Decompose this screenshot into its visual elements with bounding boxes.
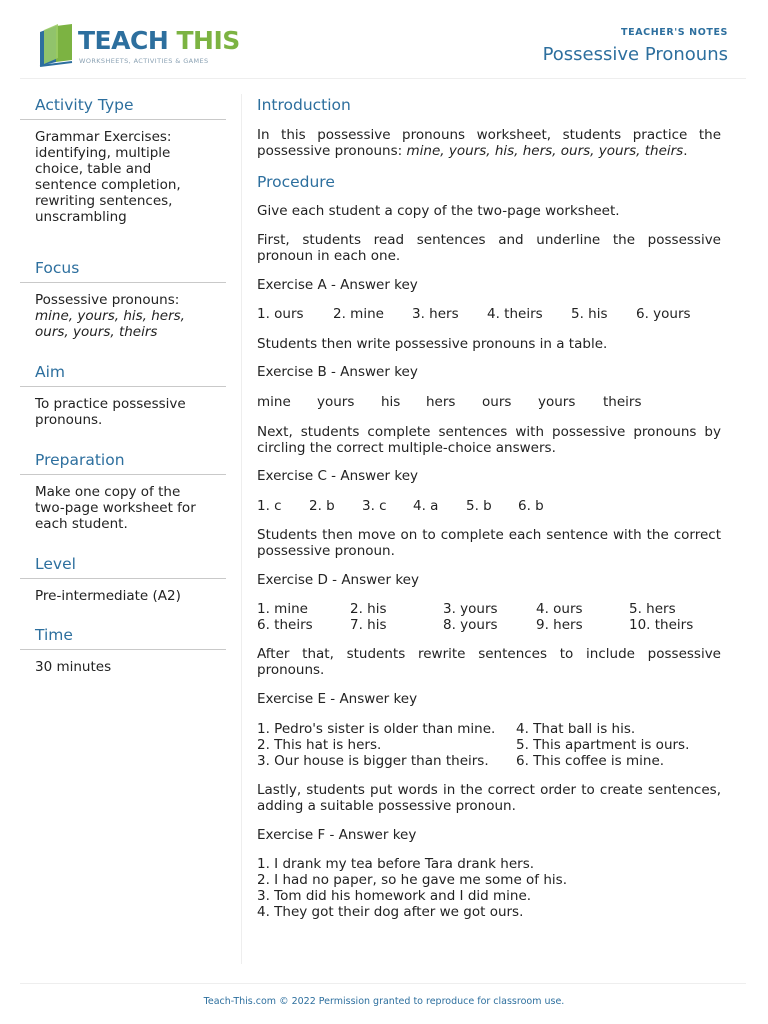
procedure-step-6: After that, students rewrite sentences to include possessive pronouns.: [257, 646, 721, 678]
exercise-c-label: Exercise C - Answer key: [257, 468, 418, 484]
exercise-d-answers-row-2: [257, 617, 721, 633]
level-heading: Level: [20, 553, 226, 579]
procedure-step-2: First, students read sentences and underline the possessive pronoun in each one.: [257, 232, 721, 264]
brand-name: [78, 26, 240, 55]
answer-item: 4. That ball is his.: [516, 721, 636, 737]
brand-name-this: THIS: [176, 26, 240, 55]
answer-item: yours: [538, 394, 576, 410]
answer-item: 2. I had no paper, so he gave me some of his.: [257, 872, 567, 888]
answer-item: 3. Our house is bigger than theirs.: [257, 753, 489, 769]
answer-item: 1. I drank my tea before Tara drank hers.: [257, 856, 535, 872]
exercise-a-label: Exercise A - Answer key: [257, 277, 418, 293]
sidebar: [20, 94, 226, 675]
answer-item: 4. ours: [536, 601, 583, 617]
exercise-d-answers-row-1: [257, 601, 721, 617]
answer-item: 6. theirs: [257, 617, 313, 633]
page-title: Possessive Pronouns: [542, 44, 728, 65]
answer-item: 1. c: [257, 498, 282, 514]
answer-item: mine: [257, 394, 291, 410]
procedure-step-3: Students then write possessive pronouns in a table.: [257, 336, 608, 352]
answer-row: [257, 737, 721, 753]
answer-item: 1. Pedro's sister is older than mine.: [257, 721, 496, 737]
page-header: [0, 0, 768, 80]
aim-section: [20, 361, 226, 449]
answer-item: 3. c: [362, 498, 387, 514]
answer-item: 10. theirs: [629, 617, 694, 633]
answer-item: 6. yours: [636, 306, 691, 322]
procedure-step-5: Students then move on to complete each sentence with the correct possessive pronoun.: [257, 527, 721, 559]
level-body: Pre-intermediate (A2): [35, 588, 181, 604]
brand-name-teach: TEACH: [78, 26, 169, 55]
introduction-text: [257, 127, 721, 159]
answer-item: hers: [426, 394, 456, 410]
exercise-b-answers: [257, 394, 721, 410]
activity-type-heading: Activity Type: [20, 94, 226, 120]
answer-item: theirs: [603, 394, 642, 410]
book-logo-icon: [36, 22, 76, 68]
exercise-f-label: Exercise F - Answer key: [257, 827, 417, 843]
introduction-heading: Introduction: [257, 96, 351, 114]
answer-item: 7. his: [350, 617, 387, 633]
answer-item: his: [381, 394, 401, 410]
teach-this-logo: [36, 22, 240, 70]
procedure-step-7: Lastly, students put words in the correct order to create sentences, adding a suitable possessive pronoun.: [257, 782, 721, 814]
brand-tagline: WORKSHEETS, ACTIVITIES & GAMES: [79, 57, 209, 65]
answer-item: yours: [317, 394, 355, 410]
answer-item: 3. yours: [443, 601, 498, 617]
procedure-step-4: Next, students complete sentences with possessive pronouns by circling the correct multiple-choice answers.: [257, 424, 721, 456]
focus-body: [20, 283, 226, 340]
activity-type-body: Grammar Exercises: identifying, multiple choice, table and sentence completion, rewriting sentences, unscrambling: [35, 129, 181, 225]
answer-item: 4. a: [413, 498, 439, 514]
intro-sentence: In this possessive pronouns worksheet, students practice the possessive pronouns:: [257, 127, 721, 159]
answer-item: 2. mine: [333, 306, 384, 322]
aim-body: To practice possessive pronouns.: [35, 396, 186, 428]
focus-pronouns: mine, yours, his, hers, ours, yours, theirs: [35, 308, 185, 340]
exercise-b-label: Exercise B - Answer key: [257, 364, 418, 380]
answer-item: ours: [482, 394, 512, 410]
teachers-notes-label: TEACHER'S NOTES: [621, 27, 728, 38]
answer-item: 5. his: [571, 306, 608, 322]
copyright-footer: Teach-This.com © 2022 Permission granted to reproduce for classroom use.: [203, 996, 565, 1007]
answer-item: 5. hers: [629, 601, 676, 617]
procedure-heading: Procedure: [257, 173, 335, 191]
footer-divider: [20, 983, 746, 984]
answer-item: 5. This apartment is ours.: [516, 737, 690, 753]
level-section: [20, 553, 226, 624]
time-heading: Time: [20, 624, 226, 650]
preparation-body: Make one copy of the two-page worksheet for each student.: [35, 484, 196, 532]
exercise-e-answers: [257, 721, 721, 769]
answer-item: 2. b: [309, 498, 335, 514]
exercise-a-answers: [257, 306, 721, 322]
exercise-c-answers: [257, 498, 721, 514]
answer-row: [257, 721, 721, 737]
focus-heading: Focus: [20, 257, 226, 283]
answer-item: 8. yours: [443, 617, 498, 633]
answer-item: 5. b: [466, 498, 492, 514]
preparation-heading: Preparation: [20, 449, 226, 475]
focus-section: [20, 257, 226, 361]
answer-item: 6. This coffee is mine.: [516, 753, 665, 769]
exercise-e-label: Exercise E - Answer key: [257, 691, 418, 707]
answer-item: 3. Tom did his homework and I did mine.: [257, 888, 532, 904]
answer-item: 3. hers: [412, 306, 459, 322]
aim-heading: Aim: [20, 361, 226, 387]
answer-item: 1. mine: [257, 601, 308, 617]
procedure-step-1: Give each student a copy of the two-page worksheet.: [257, 203, 620, 219]
answer-item: 2. This hat is hers.: [257, 737, 382, 753]
header-divider: [20, 78, 746, 79]
preparation-section: [20, 449, 226, 553]
answer-item: 2. his: [350, 601, 387, 617]
exercise-f-answers: [257, 856, 721, 920]
intro-period: .: [683, 143, 688, 159]
answer-row: [257, 753, 721, 769]
intro-pronouns: mine, yours, his, hers, ours, yours, theirs: [406, 143, 684, 159]
focus-text: Possessive pronouns:: [35, 292, 180, 308]
answer-item: 9. hers: [536, 617, 583, 633]
activity-type-section: [20, 94, 226, 257]
time-section: [20, 624, 226, 675]
answer-item: 4. They got their dog after we got ours.: [257, 904, 524, 920]
time-body: 30 minutes: [35, 659, 112, 675]
exercise-d-label: Exercise D - Answer key: [257, 572, 419, 588]
answer-item: 6. b: [518, 498, 544, 514]
column-divider: [241, 94, 242, 964]
answer-item: 4. theirs: [487, 306, 543, 322]
answer-item: 1. ours: [257, 306, 304, 322]
